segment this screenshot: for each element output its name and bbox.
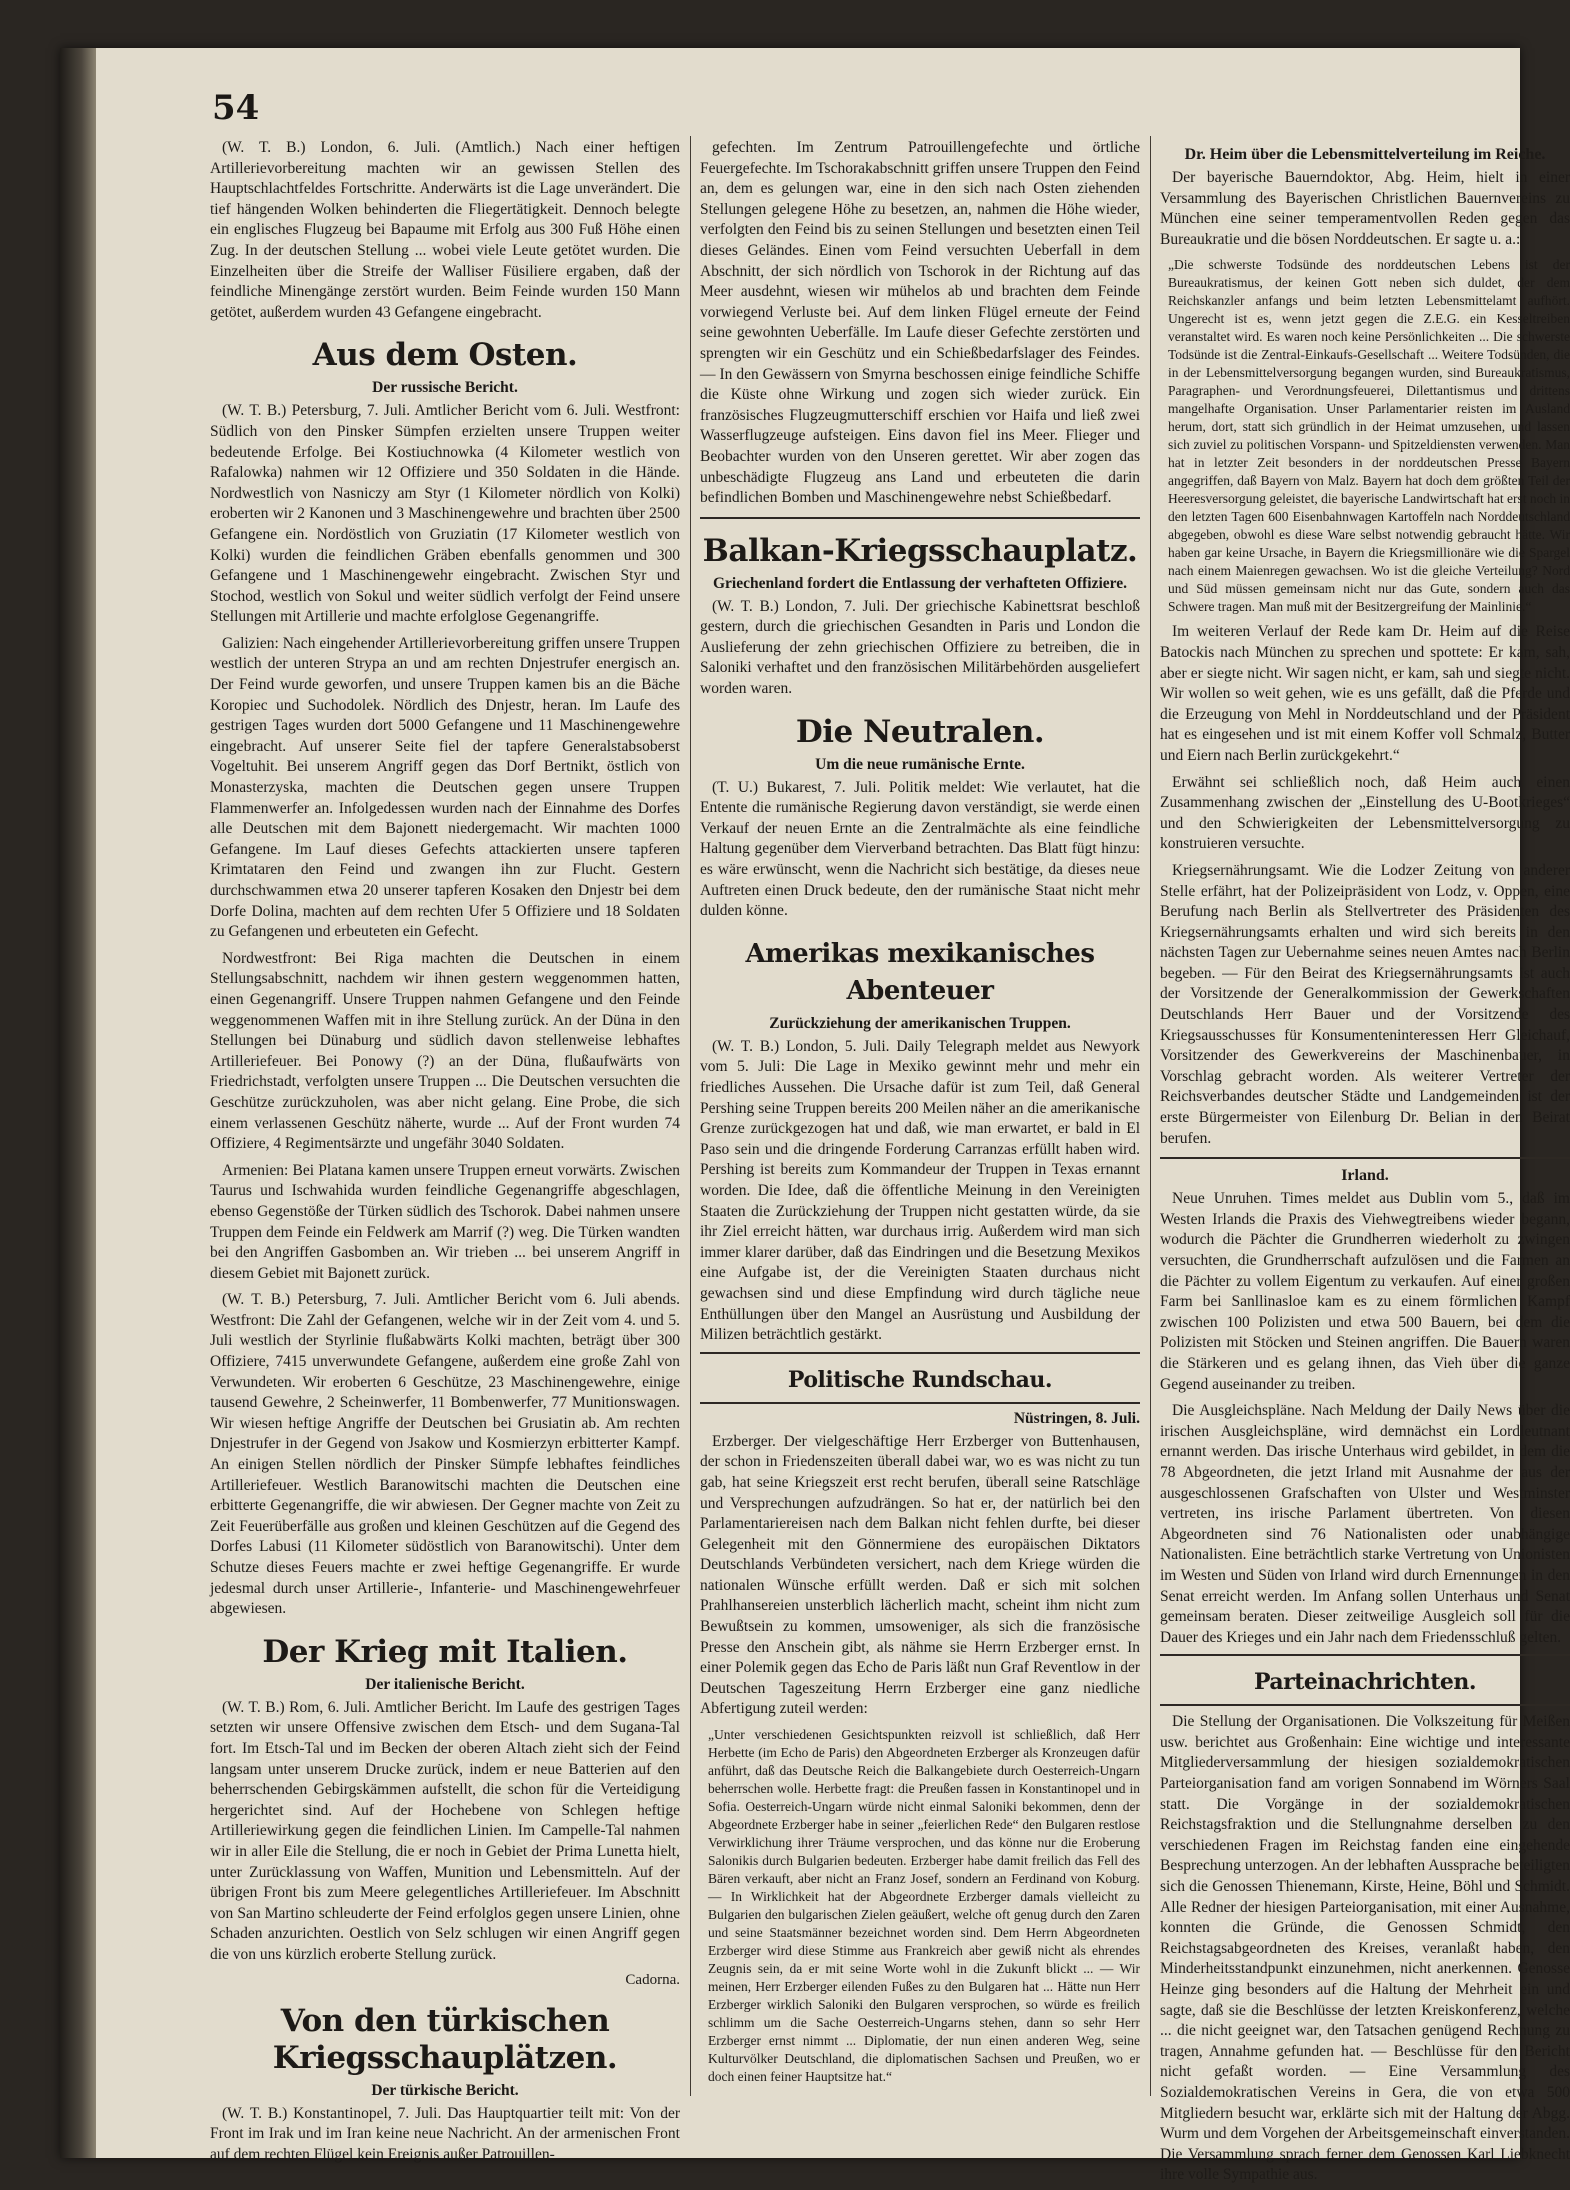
- section-subheading: Der italienische Bericht.: [365, 1675, 525, 1693]
- quoted-text: „Unter verschiedenen Gesichtspunkten reizvoll ist schließlich, daß Herr Herbette (im Echo de Paris) den Abgeordneten Erzberger als Kronzeugen dafür anführt, daß das Deutsche Reich die Balkangebiete durch Oesterreich-Ungarn beherrschen wolle. Herbette fragt: die Preußen fassen in Konstantinopel und in Sofia. Oesterreich-Ungarn würde nicht einmal Saloniki bekommen, denn der Abgeordnete Erzberger habe in seiner „feierlichen Rede“ den Bulgaren restlose Verwirklichung ihrer Träume versprochen, und das könne nur die Eroberung Salonikis durch Bulgarien bedeuten. Erzberger habe damit freilich das Fell des Bären verkauft, aber nicht an Franz Josef, sondern an Ferdinand von Koburg. — In Wirklichkeit hat der Abgeordnete Erzberger damals vielleicht zu Bulgarien den bulgarischen Zielen geäußert, welche oft genug durch den Zaren und seine Staatsmänner bezeichnet worden sind. Dem Herrn Abgeordneten Erzberger wird diese Stimme aus Frankreich aber gewiß nicht als ehrendes Zeugnis sein, da er mit seine Worte wohl in die Zukunft blickt ... — Wir meinen, Herr Erzberger eilenden Fußes zu den Bulgaren hat ... Hätte nun Herr Erzberger wirklich Saloniki den Bulgaren versprochen, so würde es freilich schlimm um die Sache Oesterreich-Ungarns stehen, dann so sehr Herr Erzberger ernst nimmt ... Diplomatie, der nun einen anderen Weg, seine Kulturvölker Deutschland, die diplomatischen Sachsen und Preußen, wo er doch einen feiner Hauptsitze hat.“: [708, 1727, 1140, 2085]
- section-subheading: Zurückziehung der amerikanischen Truppen.: [769, 1014, 1071, 1032]
- column-rule: [690, 136, 691, 2096]
- article-paragraph: Im weiteren Verlauf der Rede kam Dr. Heim auf die Reise Batockis nach München zu sprechen und spottete: Er kam, sah, aber er siegte nicht. Wir sagen nicht, er kam, sah und siegte nicht. Wir wollen so weit gehen, wie es uns gefällt, daß die Pferde und die Erzeugung von Mehl in Norddeutschland und der Präsident hat es eingesehen und ist mit einem Koffer voll Schmalz, Butter und Eiern nach Berlin zurückgekehrt.“: [1160, 623, 1570, 764]
- section-heading: Der Krieg mit Italien.: [262, 1633, 628, 1670]
- article-paragraph: Die Stellung der Organisationen. Die Volkszeitung für Meißen usw. berichtet aus Großenhain: Eine wichtige und interessante Mitgliederversammlung der hiesigen sozialdemokratischen Parteiorganisation fand am vorigen Sonnabend im Wörners Saal statt. Die Vorgänge in der sozialdemokratischen Reichstagsfraktion und die Stellungnahme derselben zu den verschiedenen Fragen im Reichstag fanden eine eingehende Besprechung unterzogen. An der lebhaften Aussprache beteiligten sich die Genossen Thienemann, Kirste, Heine, Böhl und Schmidt. Alle Redner der hiesigen Parteiorganisation, mit einer Ausnahme, konnten die Gründe, die Genossen Schmidt, den Reichstagsabgeordneten des Kreises, veranlaßt haben, den Minderheitsstandpunkt einzunehmen, nicht anerkennen. Genosse Heinze ging besonders auf die Haltung der Mehrheit ein und sagte, daß sie die Beschlüsse der letzten Kreiskonferenz, welche ... die nicht geeignet war, den Tatsachen genügend Rechnung zu tragen, Annahme gefunden hat. — Beschlüsse für den Bericht nicht gefaßt worden. — Eine Versammlung des Sozialdemokratischen Vereins in Gera, die von etwa 500 Mitgliedern besucht war, erklärte sich mit der Haltung der Abgg. Wurm und dem Vorgehen der Arbeitsgemeinschaft einverstanden. Die Versammlung sprach ferner dem Genossen Karl Liebknecht ihre volle Sympathie aus.: [1160, 1713, 1570, 2184]
- section-heading: Irland.: [1341, 1167, 1389, 1185]
- section-subheading: Um die neue rumänische Ernte.: [815, 755, 1025, 773]
- article-paragraph: Erzberger. Der vielgeschäftige Herr Erzberger von Buttenhausen, der schon in Friedenszeiten überall dabei war, wo es was nicht zu tun gab, hat seine Kriegszeit erst recht berufen, überall seine Ratschläge und Versprechungen aufzudrängen. So hat er, der natürlich bei den Parlamentariereisen nach dem Balkan nicht fehlen durfte, bei dieser Gelegenheit mit den Gönnermiene des europäischen Diktators Deutschlands Verbündeten versichert, nach dem Kriege würden die nationalen Wünsche erfüllt werden. Daß er sich mit solchen Prahlhansereien unsterblich lächerlich macht, scheint ihm nicht zum Bewußtsein zu kommen, umsoweniger, als sich die französische Presse den Anschein gibt, als nähme sie Herrn Erzberger ernst. In einer Polemik gegen das Echo de Paris läßt nun Graf Reventlow in der Deutschen Tageszeitung Herrn Erzberger eine ganz niedliche Abfertigung zuteil werden:: [700, 1432, 1140, 1718]
- section-banner: [700, 1352, 1140, 1404]
- article-paragraph: Der bayerische Bauerndoktor, Abg. Heim, hielt in einer Versammlung des Bayerischen Christlichen Bauernvereins zu München eine seiner temperamentvollen Reden gegen das Bureaukratie und die bösen Norddeutschen. Er sagte u. a.:: [1160, 169, 1570, 248]
- section-heading: Politische Rundschau.: [787, 1366, 1053, 1393]
- article-paragraph: (W. T. B.) Petersburg, 7. Juli. Amtlicher Bericht vom 6. Juli. Westfront: Südlich von den Pinsker Sümpfen erzielten unsere Truppen weiter bedeutende Erfolge. Bei Kostiuchnowka (4 Kilometer westlich von Rafalowka) nahmen wir 12 Offiziere und 350 Soldaten in die Hände. Nordwestlich von Nasniczy am Styr (1 Kilometer nördlich von Kolki) eroberten wir 2 Kanonen und 3 Maschinengewehre und brachten über 2500 Gefangene ein. Nordöstlich von Gruziatin (17 Kilometer westlich von Kolki) wurden die feindlichen Gräben ebenfalls genommen und 300 Gefangene und 1 Maschinengewehr eingebracht. Zwischen Styr und Stochod, westlich von Sokul und weiter südlich verfolgt der Feind unsere Stellungen mit Artillerie und machte erfolglose Gegenangriffe.: [210, 402, 680, 626]
- column-left: [210, 138, 680, 2163]
- section-heading: Aus dem Osten.: [312, 337, 578, 374]
- article-paragraph: (W. T. B.) Rom, 6. Juli. Amtlicher Bericht. Im Laufe des gestrigen Tages setzten wir unsere Offensive zwischen dem Etsch- und dem Sugana-Tal fort. Im Etsch-Tal und im Becken der oberen Altach zieht sich der Feind langsam unter unserem Drucke zurück, indem er neue Batterien auf den beherrschenden Gebirgskämmen aufstellt, die schon für die Verteidigung hergerichtet sind. Auf der Hochebene von Schlegen heftige Artilleriewirkung gegen die feindlichen Linien. Im Campelle-Tal nahmen wir in aller Eile die Stellung, die er noch in Gebiet der Prima Lunetta hielt, unter Zurücklassung von Waffen, Munition und Lebensmitteln. Auf der übrigen Front bis zum Meere gelegentliches Artilleriefeuer. Im Abschnitt von San Martino schleuderte der Feind erfolglos gegen unsere Linien, ohne Schaden anzurichten. Oestlich von Selz schlugen wir einen Angriff gegen die von uns kürzlich eroberte Stellung zurück.: [210, 1698, 680, 1963]
- page-number: 54: [212, 88, 260, 128]
- article-paragraph: Kriegsernährungsamt. Wie die Lodzer Zeitung von anderer Stelle erfährt, hat der Polizeipräsident von Lodz, v. Oppen, eine Berufung nach Berlin als Stellvertreter des Präsidenten des Kriegsernährungsamts erhalten und wird sich bereits in den nächsten Tagen zur Uebernahme seines neuen Amtes nach Berlin begeben. — Für den Beirat des Kriegsernährungsamts ist auch der Vorsitzende der Generalkommission der Gewerkschaften Deutschlands Herr Bauer und der Vorsitzende des Kriegsausschusses für Konsumenteninteressen Herr Gleichauf, Vorsitzender des Gewerkvereins der Maschinenbauer, in Vorschlag gebracht worden. Als weiterer Vertreter der Reichsverbandes deutscher Städte und Landgemeinden ist der erste Bürgermeister von Eilenburg Dr. Belian in den Beirat berufen.: [1160, 861, 1570, 1147]
- article-paragraph: (W. T. B.) London, 7. Juli. Der griechische Kabinettsrat beschloß gestern, durch die griechischen Gesandten in Paris und London die Auslieferung der zehn griechischen Offiziere zu betreiben, die in Saloniki verhaftet und den französischen Militärbehörden ausgeliefert worden waren.: [700, 597, 1140, 698]
- section-subheading: Griechenland fordert die Entlassung der verhafteten Offiziere.: [713, 574, 1127, 592]
- article-paragraph: Die Ausgleichspläne. Nach Meldung der Daily News über die irischen Ausgleichspläne, wird demnächst ein Lordleutnant ernannt werden. Das irische Unterhaus wird gebildet, in dem die 78 Abgeordneten, die jetzt Irland mit Ausnahme der aus der ausgeschlossenen Grafschaften von Ulster und Westminster vertreten, ins irische Parlament übertreten. Von diesen Abgeordneten sind 76 Nationalisten oder unabhängige Nationalisten. Eine beträchtlich starke Vertretung von Unionisten im Westen und Süden von Irland wird durch Ernennungen in den Senat erreicht werden. Im Anfang sollen Unterhaus und Senat gemeinsam beraten. Dieser zeitweilige Ausgleich soll für die Dauer des Krieges und ein Jahr nach dem Friedensschluß gelten.: [1160, 1402, 1570, 1646]
- article-paragraph: Neue Unruhen. Times meldet aus Dublin vom 5., daß im Westen Irlands die Praxis des Viehwegtreibens wieder begann, wodurch die Pächter die Grundherren wiederholt zu zwingen versuchten, die Grundherrschaft aufzulösen und die Farmen an die Pächter zu vollem Eigentum zu verkaufen. Auf einer großen Farm bei Sanllinasloe kam es zu einem förmlichen Kampf zwischen 100 Polizisten und etwa 500 Bauern, bei dem die Polizisten mit Stöcken und Steinen angriffen. Die Bauern waren die Stärkeren und es gelang ihnen, das Vieh über die ganze Gegend auseinander zu treiben.: [1160, 1190, 1570, 1393]
- section-heading: Balkan-Kriegsschauplatz.: [702, 532, 1138, 569]
- section-heading: Dr. Heim über die Lebensmittelverteilung im Reiche.: [1184, 146, 1546, 163]
- quoted-text: „Die schwerste Todsünde des norddeutschen Lebens ist der Bureaukratismus, der keinen Gott neben sich duldet, der dem Reichskanzler anfangs und beim letzten Lebensmittelamt aufhört. Ungerecht ist es, wenn jetzt gegen die Z.E.G. ein Kesseltreiben veranstaltet wird. Es waren noch keine Persönlichkeiten ... Die schwerste Todsünde ist die Zentral-Einkaufs-Gesellschaft ... Weitere Todsünden, die in der Lebensmittelversorgung begangen wurden, sind Bureaukratismus, Paragraphen- und Verordnungsfeuerei, Dilettantismus und drittens mangelhafte Organisation. Unser Parlamentarier reisten im Ausland herum, dort, statt sich gründlich in der Heimat umzusehen, und lassen sich zuviel zu politischen Vorspann- und Spitzeldiensten verwenden. Man hat in letzter Zeit besonders in der norddeutschen Presse Bayern angegriffen, daß Bayern von Malz. Bayern hat doch dem größten Teil der Heeresversorgung geleistet, die bayerische Landwirtschaft hat erst noch in den letzten Tagen 600 Eisenbahnwagen Kartoffeln nach Norddeutschland abgegeben, obwohl es diese Ware selbst notwendig gebraucht hätte. Wir haben gar keine Ursache, in Bayern die Kriegsmillionäre wie die Spargel nach einem Maienregen gewachsen. Wo ist die gleiche Verteilung? Nord und Süd müssen gemeinsam nicht nur das Gute, sondern auch das Schwere tragen. Man muß mit der Besitzergreifung der Mainlinie.“: [1168, 257, 1570, 615]
- column-middle: [700, 138, 1140, 2098]
- section-subheading: Der türkische Bericht.: [371, 2081, 519, 2099]
- article-paragraph: (W. T. B.) Konstantinopel, 7. Juli. Das Hauptquartier teilt mit: Von der Front im Irak und im Iran keine neue Nachricht. An der armenischen Front auf dem rechten Flügel kein Ereignis außer Patrouillen-: [210, 2104, 680, 2163]
- section-heading: Parteinachrichten.: [1253, 1669, 1477, 1696]
- article-paragraph: Erwähnt sei schließlich noch, daß Heim auch einen Zusammenhang zwischen der „Einstellung des U-Bootkrieges“ und den Schwierigkeiten der Lebensmittelversorgung zu konstruieren versuchte.: [1160, 773, 1570, 853]
- book-spine-shadow: [60, 48, 96, 2158]
- column-rule: [1150, 136, 1151, 2096]
- divider: [700, 517, 1140, 519]
- article-paragraph: Galizien: Nach eingehender Artillerievorbereitung griffen unsere Truppen westlich der unteren Strypa an und am rechten Dnjestrufer energisch an. Der Feind wurde geworfen, und unsere Truppen kamen bis an die Bäche Koropiec und Suchodolek. Nördlich des Dnjestr, heran. Im Laufe des gestrigen Tages wurden dort 5000 Gefangene und 11 Maschinengewehre eingebracht. Auf unserer Seite fiel der tapfere Generalstabsoberst Vogeltuhit. Bei unserem Angriff gegen das Dorf Bertnikt, östlich von Monasterzyska, machten die Deutschen gegen unsere Truppen Flammenwerfer an. Infolgedessen wurden nach der Einnahme des Dorfes alle Deutschen mit dem Bajonett niedergemacht. Wir machten 1000 Gefangene. Im Lauf dieses Gefechts attackierten unsere tapferen Krimtataren den Feind und zwangen ihn zur Flucht. Gestern durchschwammen etwa 20 unserer tapferen Kosaken den Dnjestr bei dem Dorfe Dolina, machten auf dem rechten Ufer 5 Offiziere und 18 Soldaten zu Gefangenen und erbeuteten ein Gefecht.: [210, 634, 680, 941]
- article-paragraph: Nordwestfront: Bei Riga machten die Deutschen in einem Stellungsabschnitt, nachdem wir ihnen gestern weggenommen hatten, einen Gegenangriff. Unsere Truppen nahmen Gefangene und den Feinde weggenommenen Waffen mit in ihre Stellung zurück. An der Düna in den Stellungen bei Dünaburg und südlich davon stellenweise lebhaftes Artilleriefeuer. Bei Ponowy (?) an der Düna, flußaufwärts von Friedrichstadt, verfolgten unsere Truppen ... Die Deutschen versuchten die Geschütze zurückzuholen, was aber nicht gelang. Eine Probe, die sich einem verlassenen Geschütz näherte, wurde ... Auf der Front wurden 74 Offiziere, 4 Regimentsärzte und ungefähr 3040 Soldaten.: [210, 949, 680, 1153]
- section-banner: [1160, 1654, 1570, 1706]
- article-paragraph: gefechten. Im Zentrum Patrouillengefechte und örtliche Feuergefechte. Im Tschorakabschnitt griffen unsere Truppen den Feind an, dem es gelungen war, eine in den sich nach Osten ziehenden Stellungen gelegene Höhe zu besetzen, an, nahmen die Höhe wieder, verfolgten den Feind bis zu seinen Stellungen und besetzten einen Teil dieses Geländes. Einen vom Feind versuchten Ueberfall in dem Abschnitt, der sich nördlich von Tschorok in der Richtung auf das Meer ausdehnt, wiesen wir mühelos ab und brachten dem Feinde vorwiegend Verluste bei. Auf dem linken Flügel erneute der Feind seine gewohnten Ueberfälle. Im Laufe dieser Gefechte zerstörten und sprengten wir ein Geschütz und ein Schießbedarfslager des Feindes. — In den Gewässern von Smyrna beschossen einige feindliche Schiffe die Küste ohne Wirkung und zogen sich wieder zurück. Ein französisches Flugzeugmutterschiff erschien vor Haifa und ließ zwei Wasserflugzeuge aufsteigen. Eins davon fiel ins Meer. Flieger und Beobachter wurden von den Unseren gerettet. Wir aber zogen das unbeschädigte Flugzeug ans Land und erbeuteten die darin befindlichen Bomben und Maschinengewehre nebst Schießbedarf.: [700, 139, 1140, 507]
- column-right: [1160, 138, 1570, 2184]
- dateline: Nüstringen, 8. Juli.: [1013, 1409, 1140, 1427]
- article-paragraph: Armenien: Bei Platana kamen unsere Truppen erneut vorwärts. Zwischen Taurus und Ischwahida wurden feindliche Gegenangriffe abgeschlagen, ebenso Gegenstöße der Türken südlich des Tschorok. Dabei nahmen unsere Truppen dem Feinde ein Feldwerk am Marrif (?) weg. Die Türken wandten bei den Angriffen Gasbomben an. Wir trieben ... bei unserem Angriff in diesem Gebiet mit Bajonett zurück.: [210, 1161, 680, 1282]
- article-paragraph: (W. T. B.) Petersburg, 7. Juli. Amtlicher Bericht vom 6. Juli abends. Westfront: Die Zahl der Gefangenen, welche wir in der Zeit vom 4. und 5. Juli westlich der Styrlinie flußabwärts Kolki machten, beträgt über 300 Offiziere, 7415 unverwundete Gefangene, außerdem eine große Zahl von Verwundeten. Wir eroberten 6 Geschütze, 23 Maschinengewehre, einige tausend Gewehre, 2 Scheinwerfer, 11 Bombenwerfer, 77 Munitionswagen. Wir wiesen heftige Angriffe der Deutschen bei Grusiatin ab. Am rechten Dnjestrufer in der Gegend von Jsakow und Kosmierzyn erbitterter Kampf. An einigen Stellen nördlich der Pinsker Sümpfe lebhaftes feindliches Artilleriefeuer. Westlich Baranowitschi machten die Deutschen eine erbitterte Gegenangriffe, die wir abwiesen. Der Gegner machte von Zeit zu Zeit Feuerüberfälle aus großen und kleinen Geschützen auf die Gegend des Dorfes Labusi (11 Kilometer südöstlich von Baranowitschi). Unter dem Schutze dieses Feuers machte er zwei heftige Gegenangriffe. Er wurde jedesmal durch unser Artillerie-, Infanterie- und Maschinengewehrfeuer abgewiesen.: [210, 1291, 680, 1618]
- divider: [1160, 1157, 1570, 1159]
- article-paragraph: (T. U.) Bukarest, 7. Juli. Politik meldet: Wie verlautet, hat die Entente die rumänische Regierung davon verständigt, sie werde einen Verkauf der neuen Ernte an die Zentralmächte als eine feindliche Haltung gegenüber dem Vierverband betrachten. Das Blatt fügt hinzu: es wäre erwünscht, wenn die Nachricht sich bestätige, da dieses neue Auftreten einen Druck bedeute, den der rumänische Staat nicht mehr dulden könne.: [700, 778, 1140, 920]
- article-paragraph: (W. T. B.) London, 6. Juli. (Amtlich.) Nach einer heftigen Artillerievorbereitung machten wir an gewissen Stellen des Hauptschlachtfeldes Fortschritte. Anderwärts ist die Lage unverändert. Die tief hängenden Wolken behinderten die Fliegertätigkeit. Dennoch belegte ein englisches Flugzeug bei Bapaume mit Erfolg aus 300 Fuß Höhe einen Zug. In der deutschen Stellung ... wobei viele Leute getötet wurden. Die Einzelheiten über die Streife der Walliser Füsiliere ergaben, daß der feindliche Minengänge zerstört wurden. Beim Feinde wurden 150 Mann getötet, außerdem wurden 43 Gefangene eingebracht.: [210, 139, 680, 321]
- section-heading: Von den türkischen Kriegsschauplätzen.: [272, 2002, 618, 2076]
- section-subheading: Der russische Bericht.: [372, 379, 518, 397]
- section-heading: Die Neutralen.: [795, 713, 1045, 750]
- section-heading: Amerikas mexikanisches Abenteuer: [745, 938, 1095, 1006]
- newspaper-page: [60, 48, 1570, 2184]
- signature: Cadorna.: [625, 1971, 680, 1988]
- article-paragraph: (W. T. B.) London, 5. Juli. Daily Telegraph meldet aus Newyork vom 5. Juli: Die Lage in Mexiko gewinnt mehr und mehr ein friedliches Aussehen. Die Ursache dafür ist zum Teil, daß General Pershing seine Truppen bereits 200 Meilen näher an die amerikanische Grenze zurückgezogen hat und daß, wie man erwartet, er bald in El Paso sein und die dringende Forderung Carranzas erfüllt haben wird. Pershing ist bereits zum Kommandeur der Truppen in Texas ernannt worden. Die Idee, daß die öffentliche Meinung in den Vereinigten Staaten die Zurückziehung der Truppen nicht gestatten würde, da sie ihr Ziel erreicht hätten, war durchaus irrig. Außerdem wird man sich immer klarer darüber, daß das Eindringen und die Besetzung Mexikos eine Aufgabe ist, der die Vereinigten Staaten durchaus nicht gewachsen sind und diese Empfindung wird durch tägliche neue Enthüllungen über den Mangel an Ausrüstung und Ausbildung der Milizen beträchtlich gestärkt.: [700, 1037, 1140, 1344]
